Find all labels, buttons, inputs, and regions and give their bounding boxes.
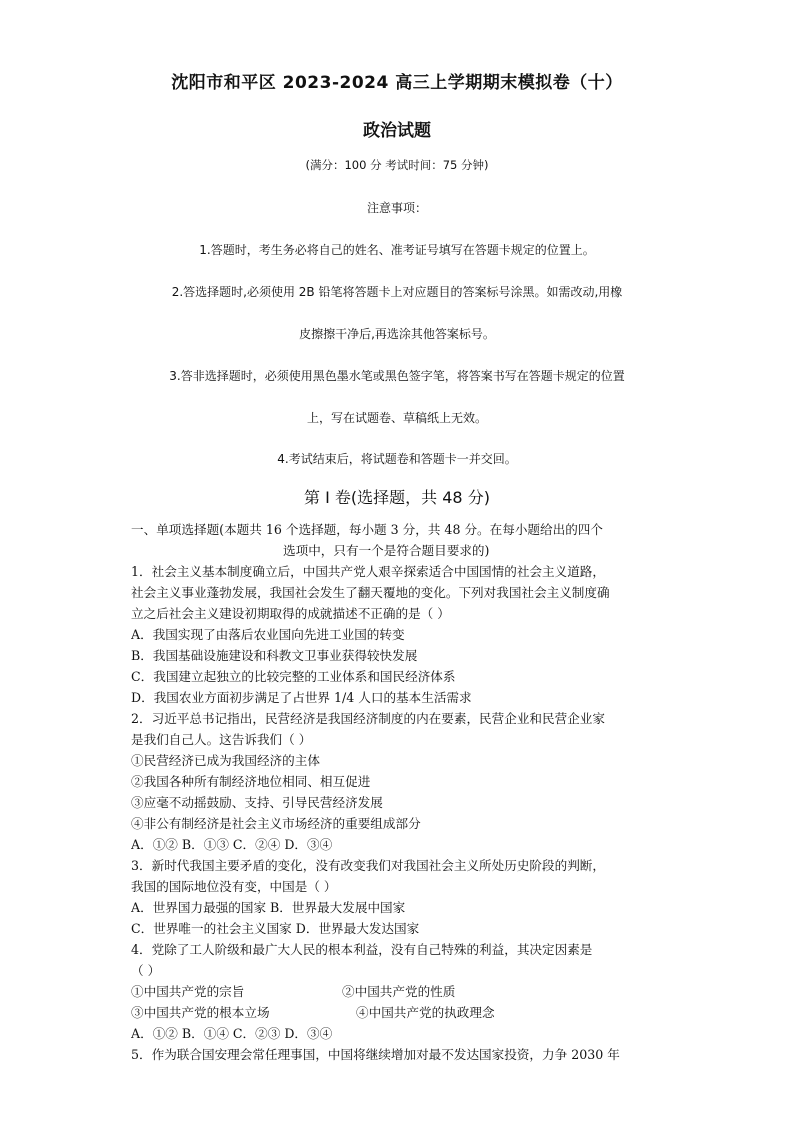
notice-item-2-line-1: 2.答选择题时,必须使用 2B 铅笔将答题卡上对应题目的答案标号涂黑。如需改动,用橡 <box>171 285 623 299</box>
notice-item-3-line-2: 上，写在试题卷、草稿纸上无效。 <box>306 411 487 425</box>
q2-statement-3: ③应毫不动摇鼓励、支持、引导民营经济发展 <box>131 795 383 810</box>
q4-statement-1: ①中国共产党的宗旨 <box>131 984 245 999</box>
q4-stem-line-1: 4．党除了工人阶级和最广大人民的根本利益，没有自己特殊的利益，其决定因素是 <box>131 942 593 957</box>
section-instruction-line-1: 一、单项选择题(本题共 16 个选择题，每小题 3 分，共 48 分。在每小题给出的四个 <box>131 522 603 537</box>
exam-meta: (满分：100 分 考试时间：75 分钟) <box>305 158 489 172</box>
q3-options-ab: A．世界国力最强的国家 B．世界最大发展中国家 <box>131 900 406 915</box>
notice-item-1: 1.答题时，考生务必将自己的姓名、准考证号填写在答题卡规定的位置上。 <box>199 243 595 257</box>
q1-option-d: D．我国农业方面初步满足了占世界 1/4 人口的基本生活需求 <box>131 690 472 705</box>
notice-item-4: 4.考试结束后，将试题卷和答题卡一并交回。 <box>277 452 517 466</box>
q1-stem-line-1: 1．社会主义基本制度确立后，中国共产党人艰辛探索适合中国国情的社会主义道路， <box>131 564 605 579</box>
q1-stem-line-2: 社会主义事业蓬勃发展，我国社会发生了翻天覆地的变化。下列对我国社会主义制度确 <box>131 585 610 600</box>
q2-stem-line-1: 2．习近平总书记指出，民营经济是我国经济制度的内在要素，民营企业和民营企业家 <box>131 711 605 726</box>
q4-stem-line-2: （ ） <box>131 963 161 978</box>
q2-statement-1: ①民营经济已成为我国经济的主体 <box>131 753 320 768</box>
q4-statement-3: ③中国共产党的根本立场 <box>131 1005 270 1020</box>
q2-statement-2: ②我国各种所有制经济地位相同、相互促进 <box>131 774 371 789</box>
q2-statement-4: ④非公有制经济是社会主义市场经济的重要组成部分 <box>131 816 421 831</box>
section-heading: 第 Ⅰ 卷(选择题，共 48 分) <box>304 488 490 507</box>
q2-stem-line-2: 是我们自己人。这告诉我们（ ） <box>131 732 312 747</box>
q1-option-c: C．我国建立起独立的比较完整的工业体系和国民经济体系 <box>131 669 456 684</box>
q2-options: A．①② B．①③ C．②④ D．③④ <box>131 837 333 852</box>
subject-title: 政治试题 <box>363 121 431 141</box>
notice-heading: 注意事项： <box>366 201 427 215</box>
q3-stem-line-1: 3．新时代我国主要矛盾的变化，没有改变我们对我国社会主义所处历史阶段的判断， <box>131 858 605 873</box>
q4-options: A．①② B．①④ C．②③ D．③④ <box>131 1026 333 1041</box>
q1-option-b: B．我国基础设施建设和科教文卫事业获得较快发展 <box>131 648 418 663</box>
q5-stem-line-1: 5．作为联合国安理会常任理事国，中国将继续增加对最不发达国家投资，力争 2030 年 <box>131 1047 620 1062</box>
notice-item-2-line-2: 皮擦擦干净后,再选涂其他答案标号。 <box>299 327 495 341</box>
notice-item-3-line-1: 3.答非选择题时，必须使用黑色墨水笔或黑色签字笔，将答案书写在答题卡规定的位置 <box>169 369 625 383</box>
q4-statement-4: ④中国共产党的执政理念 <box>356 1005 495 1020</box>
q1-option-a: A．我国实现了由落后农业国向先进工业国的转变 <box>131 627 405 642</box>
q3-stem-line-2: 我国的国际地位没有变，中国是（ ） <box>131 879 337 894</box>
q3-options-cd: C．世界唯一的社会主义国家 D．世界最大发达国家 <box>131 921 420 936</box>
q4-statement-2: ②中国共产党的性质 <box>342 984 456 999</box>
q1-stem-line-3: 立之后社会主义建设初期取得的成就描述不正确的是（ ） <box>131 606 450 621</box>
section-instruction-line-2: 选项中，只有一个是符合题目要求的) <box>283 543 490 558</box>
exam-title: 沈阳市和平区 2023-2024 高三上学期期末模拟卷（十） <box>171 73 623 93</box>
